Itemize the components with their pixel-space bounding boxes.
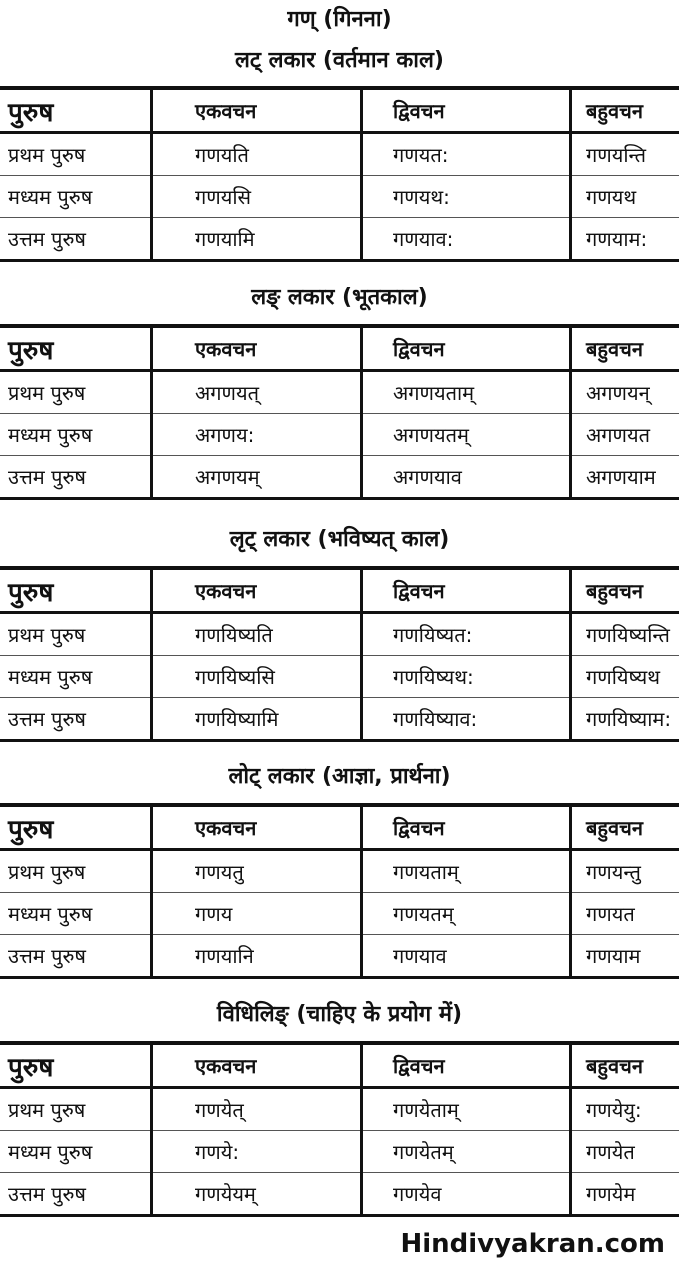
table-row <box>0 893 679 935</box>
cell-ekvachan: अगणयम् <box>152 456 362 499</box>
cell-ekvachan: गणयतु <box>152 850 362 893</box>
cell-bahuvachan: गणयाम: <box>586 227 648 251</box>
table-header-row <box>0 1043 679 1088</box>
cell-bahuvachan: गणयेयु: <box>571 1088 679 1131</box>
cell-purush: उत्तम पुरुष <box>0 456 152 499</box>
cell-bahuvachan: गणयन्ति <box>571 133 679 176</box>
cell-dvivachan: गणयाव: <box>362 218 571 261</box>
cell-ekvachan: गणयेत् <box>152 1088 362 1131</box>
cell-bahuvachan: गणयिष्यन्ति <box>571 613 679 656</box>
cell-dvivachan: गणयेतम् <box>362 1131 571 1173</box>
cell-ekvachan: गणयति <box>152 133 362 176</box>
table-row <box>0 656 679 698</box>
cell-purush: उत्तम पुरुष <box>0 935 152 978</box>
cell-ekvachan: गणयिष्यामि <box>152 698 362 741</box>
header-purush: पुरुष <box>0 326 152 371</box>
conjugation-table-lang <box>0 324 679 500</box>
cell-dvivachan: गणयथ: <box>362 176 571 218</box>
header-ekvachan: एकवचन <box>152 1043 362 1088</box>
table-row <box>0 371 679 414</box>
cell-bahuvachan: गणयाम <box>586 944 641 968</box>
cell-dvivachan: गणयिष्याव: <box>362 698 571 741</box>
cell-bahuvachan: गणयन्तु <box>571 850 679 893</box>
conjugation-table-vidhiling <box>0 1041 679 1217</box>
cell-dvivachan: गणयेव <box>362 1173 571 1216</box>
table-row <box>0 218 679 261</box>
table-row <box>0 1088 679 1131</box>
cell-dvivachan: गणयतम् <box>362 893 571 935</box>
cell-dvivachan: गणयिष्यत: <box>362 613 571 656</box>
cell-ekvachan: गणये: <box>152 1131 362 1173</box>
cell-bahuvachan: गणयत <box>571 893 679 935</box>
cell-purush: उत्तम पुरुष <box>0 698 152 741</box>
table-row <box>0 850 679 893</box>
header-dvivachan: द्विवचन <box>362 326 571 371</box>
cell-ekvachan: गणयानि <box>152 935 362 978</box>
cell-purush: मध्यम पुरुष <box>0 893 152 935</box>
table-row <box>0 133 679 176</box>
cell-purush: प्रथम पुरुष <box>0 1088 152 1131</box>
table-row <box>0 176 679 218</box>
cell-dvivachan: अगणयताम् <box>362 371 571 414</box>
header-purush: पुरुष <box>0 568 152 613</box>
section-title-lot: लोट् लकार (आज्ञा, प्रार्थना) <box>228 764 451 789</box>
section-title-lrit: लृट् लकार (भविष्यत् काल) <box>229 527 450 552</box>
cell-bahuvachan: अगणयन् <box>571 371 679 414</box>
conjugation-table-lat <box>0 86 679 262</box>
header-ekvachan: एकवचन <box>152 88 362 133</box>
cell-bahuvachan: गणयथ <box>571 176 679 218</box>
site-watermark: Hindivyakran.com <box>400 1229 665 1259</box>
cell-purush: प्रथम पुरुष <box>0 850 152 893</box>
cell-ekvachan: अगणयत् <box>152 371 362 414</box>
header-dvivachan: द्विवचन <box>362 568 571 613</box>
section-title-lang: लङ् लकार (भूतकाल) <box>251 285 428 310</box>
cell-purush: मध्यम पुरुष <box>0 656 152 698</box>
cell-ekvachan: गणयेयम् <box>152 1173 362 1216</box>
cell-bahuvachan: अगणयत <box>571 414 679 456</box>
cell-bahuvachan: गणयेम <box>586 1182 636 1206</box>
header-dvivachan: द्विवचन <box>362 88 571 133</box>
cell-purush: प्रथम पुरुष <box>0 371 152 414</box>
cell-purush: प्रथम पुरुष <box>0 613 152 656</box>
cell-ekvachan: अगणय: <box>152 414 362 456</box>
cell-dvivachan: गणयताम् <box>362 850 571 893</box>
header-dvivachan: द्विवचन <box>362 805 571 850</box>
header-dvivachan: द्विवचन <box>362 1043 571 1088</box>
conjugation-table-lrit <box>0 566 679 742</box>
table-header-row <box>0 805 679 850</box>
header-bahuvachan: बहुवचन <box>571 1043 679 1088</box>
cell-dvivachan: गणयिष्यथ: <box>362 656 571 698</box>
table-row <box>0 414 679 456</box>
header-bahuvachan: बहुवचन <box>571 326 679 371</box>
section-title-lat: लट् लकार (वर्तमान काल) <box>235 48 444 73</box>
cell-ekvachan: गणयिष्यति <box>152 613 362 656</box>
cell-bahuvachan: गणयेत <box>571 1131 679 1173</box>
header-bahuvachan: बहुवचन <box>571 805 679 850</box>
page-title: गण् (गिनना) <box>287 7 392 32</box>
table-row <box>0 1173 679 1216</box>
cell-bahuvachan: गणयिष्याम: <box>586 707 672 731</box>
header-purush: पुरुष <box>0 805 152 850</box>
cell-ekvachan: गणयिष्यसि <box>152 656 362 698</box>
table-header-row <box>0 88 679 133</box>
table-header-row <box>0 568 679 613</box>
cell-ekvachan: गणय <box>152 893 362 935</box>
table-row <box>0 1131 679 1173</box>
section-title-vidhiling: विधिलिङ् (चाहिए के प्रयोग में) <box>216 1002 463 1027</box>
cell-dvivachan: गणयेताम् <box>362 1088 571 1131</box>
cell-bahuvachan: गणयिष्यथ <box>571 656 679 698</box>
header-purush: पुरुष <box>0 1043 152 1088</box>
header-ekvachan: एकवचन <box>152 326 362 371</box>
cell-dvivachan: गणयाव <box>362 935 571 978</box>
header-bahuvachan: बहुवचन <box>571 88 679 133</box>
header-ekvachan: एकवचन <box>152 568 362 613</box>
table-header-row <box>0 326 679 371</box>
cell-ekvachan: गणयसि <box>152 176 362 218</box>
cell-bahuvachan: अगणयाम <box>586 465 656 489</box>
table-row <box>0 698 679 741</box>
cell-dvivachan: अगणयाव <box>362 456 571 499</box>
cell-purush: मध्यम पुरुष <box>0 414 152 456</box>
conjugation-table-lot <box>0 803 679 979</box>
header-bahuvachan: बहुवचन <box>571 568 679 613</box>
cell-ekvachan: गणयामि <box>152 218 362 261</box>
table-row <box>0 613 679 656</box>
table-row <box>0 935 679 978</box>
cell-dvivachan: गणयत: <box>362 133 571 176</box>
header-ekvachan: एकवचन <box>152 805 362 850</box>
cell-purush: मध्यम पुरुष <box>0 1131 152 1173</box>
cell-dvivachan: अगणयतम् <box>362 414 571 456</box>
header-purush: पुरुष <box>0 88 152 133</box>
cell-purush: उत्तम पुरुष <box>0 1173 152 1216</box>
cell-purush: मध्यम पुरुष <box>0 176 152 218</box>
table-row <box>0 456 679 499</box>
cell-purush: उत्तम पुरुष <box>0 218 152 261</box>
cell-purush: प्रथम पुरुष <box>0 133 152 176</box>
